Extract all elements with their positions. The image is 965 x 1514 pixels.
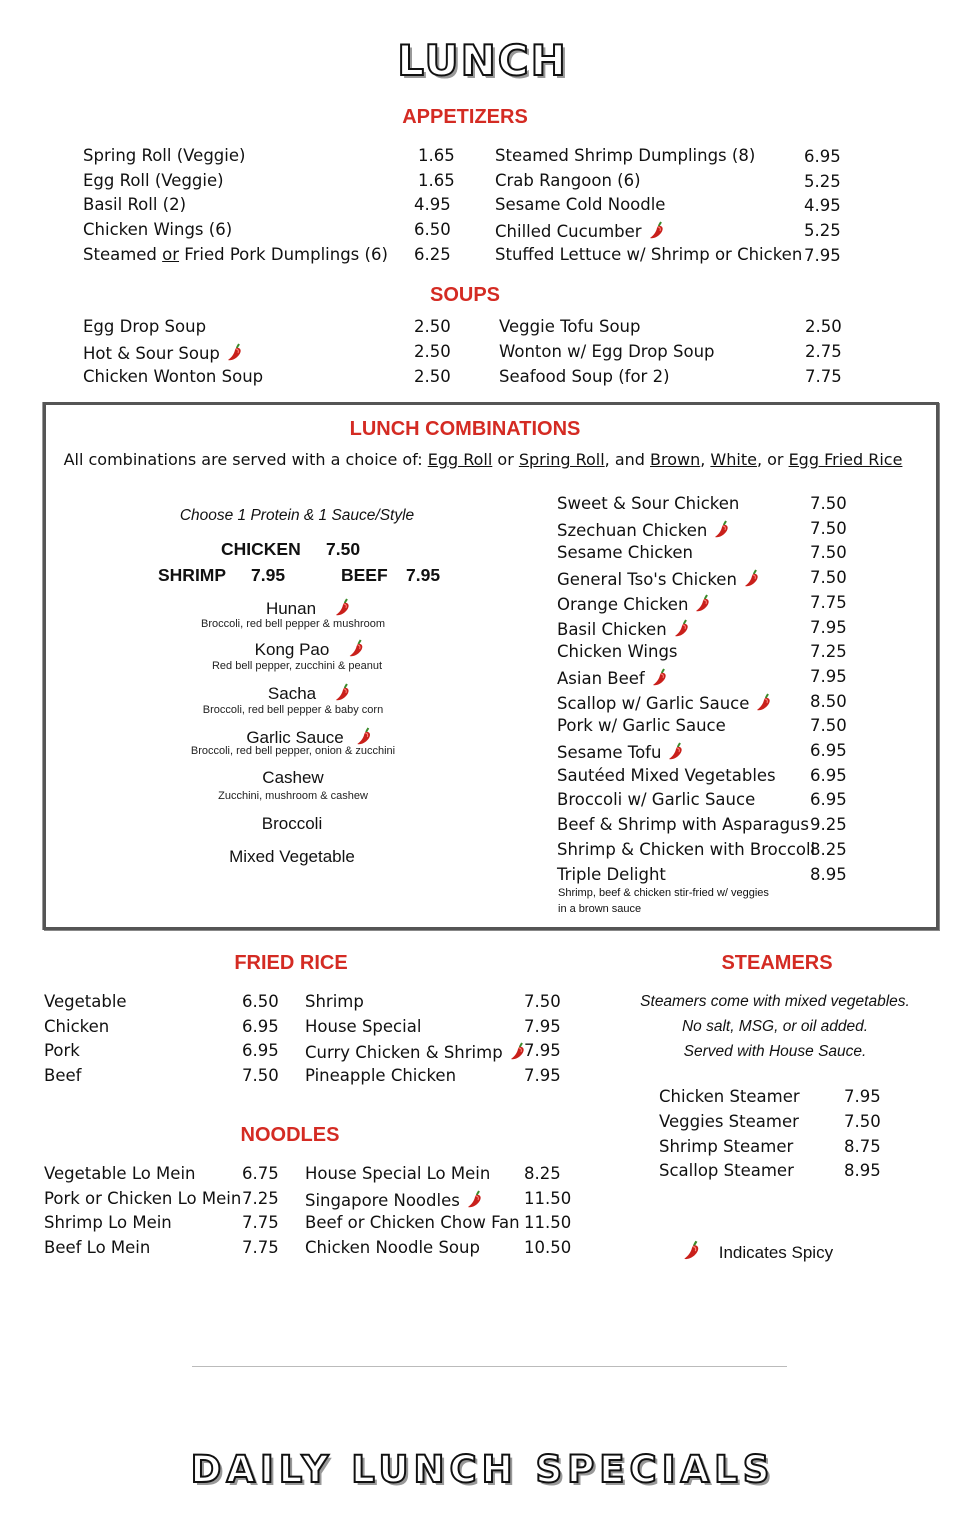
chili-icon [226, 342, 244, 362]
choose-instruction: Choose 1 Protein & 1 Sauce/Style [179, 507, 415, 524]
item-name: Triple Delight [557, 864, 666, 884]
chicken-label: CHICKEN [221, 539, 301, 559]
chili-icon [673, 618, 691, 638]
list-item [557, 840, 815, 860]
item-price: 8.95 [810, 864, 847, 884]
item-price: 7.75 [805, 367, 842, 386]
list-item [305, 1017, 421, 1037]
list-item [659, 1087, 800, 1107]
list-item [557, 692, 773, 714]
item-name: Scallop w/ Garlic Sauce [557, 693, 750, 713]
chili-icon [682, 1239, 702, 1261]
chili-icon [694, 593, 712, 613]
list-item [44, 992, 127, 1012]
item-price: 6.95 [810, 790, 847, 810]
page-title: LUNCH [397, 36, 568, 85]
item-name: Pork [44, 1041, 80, 1061]
item-price: 6.95 [242, 1041, 279, 1061]
item-name: House Special [305, 1016, 422, 1036]
item-price: 1.65 [418, 146, 455, 165]
item-name: Beef or Chicken Chow Fan [305, 1213, 520, 1233]
served-sep: , [700, 450, 711, 469]
item-price: 2.50 [805, 317, 842, 336]
list-item: Wonton w/ Egg Drop Soup [499, 342, 715, 361]
item-name-or: or [162, 245, 180, 264]
chili-icon [667, 741, 685, 761]
list-item [44, 1238, 150, 1258]
style-hunan [266, 597, 352, 619]
style-name: Garlic Sauce [246, 728, 344, 747]
chili-icon [347, 638, 365, 658]
note-line: Served with House Sauce. [683, 1043, 867, 1060]
item-price: 6.50 [242, 992, 279, 1011]
item-name: Shrimp Steamer [659, 1136, 794, 1156]
list-item [305, 992, 364, 1012]
style-mixed-vegetable: Mixed Vegetable [229, 847, 355, 866]
appetizers-heading: APPETIZERS [402, 106, 528, 128]
noodles-heading: NOODLES [240, 1124, 340, 1146]
list-item: Basil Roll (2) [83, 195, 187, 214]
list-item [557, 494, 739, 514]
list-item [557, 716, 726, 736]
list-item [659, 1112, 799, 1132]
item-price: 7.95 [524, 1016, 561, 1036]
item-name: Chilled Cucumber [495, 222, 642, 241]
item-name: Szechuan Chicken [557, 520, 708, 540]
list-item [305, 1189, 484, 1211]
daily-specials-title: DAILY LUNCH SPECIALS [190, 1448, 775, 1491]
item-name: Curry Chicken & Shrimp [305, 1043, 503, 1063]
list-item: Steamed Shrimp Dumplings (8) [495, 146, 756, 165]
item-price: 6.95 [810, 741, 847, 760]
style-kong-pao [255, 638, 366, 660]
list-item [83, 245, 388, 265]
combinations-heading: LUNCH COMBINATIONS [349, 418, 581, 440]
style-desc: Red bell pepper, zucchini & peanut [211, 660, 383, 672]
item-price: 6.95 [810, 765, 847, 785]
item-price: 6.50 [414, 220, 451, 239]
list-item [557, 667, 669, 689]
list-item [83, 342, 244, 364]
style-desc: Broccoli, red bell pepper & baby corn [202, 704, 384, 716]
item-name: Beef & Shrimp with Asparagus [557, 815, 810, 835]
item-price: 5.25 [804, 221, 841, 240]
item-price: 4.95 [414, 195, 451, 214]
item-price: 7.95 [804, 246, 841, 265]
list-item: Chicken Wings (6) [83, 220, 233, 239]
list-item [557, 741, 685, 763]
list-item [557, 790, 755, 810]
item-name: Beef Lo Mein [44, 1238, 151, 1258]
item-price: 7.95 [810, 666, 847, 686]
item-price: 2.50 [414, 342, 451, 361]
chili-icon [713, 519, 731, 539]
served-sep: or [492, 450, 519, 469]
style-sacha [268, 682, 352, 704]
note-line: Steamers come with mixed vegetables. [640, 993, 910, 1010]
item-price: 1.65 [418, 171, 455, 190]
list-item [44, 1189, 241, 1209]
list-item: Egg Drop Soup [83, 317, 207, 336]
chicken-price: 7.50 [326, 539, 361, 559]
item-price: 11.50 [524, 1213, 572, 1233]
list-item: Seafood Soup (for 2) [499, 367, 670, 386]
list-item [305, 1164, 490, 1184]
list-item [557, 618, 691, 640]
soups-heading: SOUPS [429, 284, 501, 306]
shrimp-label: SHRIMP [158, 565, 227, 585]
item-price: 7.50 [524, 992, 561, 1011]
item-price: 7.25 [242, 1188, 279, 1208]
style-desc: Broccoli, red bell pepper, onion & zucchini [190, 745, 396, 757]
item-price: 4.95 [804, 196, 841, 215]
list-item [557, 766, 776, 786]
desc-line: Shrimp, beef & chicken stir-fried w/ veggies [558, 887, 769, 899]
list-item [557, 815, 809, 835]
item-name: Scallop Steamer [659, 1161, 794, 1181]
item-price: 8.75 [844, 1136, 881, 1156]
item-name: Sesame Tofu [557, 743, 662, 762]
item-name: Chicken Steamer [659, 1087, 800, 1106]
shrimp-price: 7.95 [251, 565, 286, 585]
list-item: Veggie Tofu Soup [499, 317, 641, 336]
combinations-served-note [64, 450, 903, 469]
style-desc: Zucchini, mushroom & cashew [218, 790, 368, 802]
spicy-legend [682, 1239, 833, 1263]
option-spring-roll: Spring Roll [518, 450, 605, 469]
item-price: 7.95 [524, 1041, 561, 1061]
item-price: 6.75 [242, 1164, 279, 1183]
item-price: 7.95 [524, 1066, 561, 1086]
item-price: 7.50 [810, 543, 847, 563]
item-price: 6.95 [242, 1016, 279, 1036]
item-price: 11.50 [524, 1188, 572, 1208]
chili-icon [466, 1189, 484, 1209]
list-item: Spring Roll (Veggie) [83, 146, 246, 165]
item-name: Pineapple Chicken [305, 1066, 457, 1086]
item-price: 7.50 [810, 494, 847, 513]
style-desc: Broccoli, red bell pepper & mushroom [200, 618, 386, 630]
item-name: General Tso's Chicken [557, 570, 737, 590]
list-item [557, 543, 693, 563]
item-price: 2.50 [414, 317, 451, 336]
item-price: 9.25 [810, 815, 847, 835]
item-price: 7.50 [242, 1066, 279, 1086]
item-name: Shrimp & Chicken with Broccoli [557, 839, 816, 859]
served-sep: , or [756, 450, 789, 469]
item-price: 7.95 [810, 617, 847, 637]
served-prefix: All combinations are served with a choice of: [63, 450, 428, 469]
item-price: 2.75 [805, 342, 842, 361]
item-price: 7.50 [810, 518, 847, 538]
item-price: 7.75 [242, 1238, 279, 1258]
option-egg-fried-rice: Egg Fried Rice [788, 450, 903, 469]
option-white: White [710, 450, 757, 469]
list-item [659, 1161, 794, 1181]
list-item: Sesame Cold Noodle [495, 195, 666, 214]
fried-rice-heading: FRIED RICE [234, 952, 348, 974]
item-price: 7.50 [810, 716, 847, 736]
list-item [44, 1164, 196, 1184]
list-item: Egg Roll (Veggie) [83, 171, 224, 190]
item-name: Pork w/ Garlic Sauce [557, 716, 726, 736]
item-name-part: Steamed [83, 245, 163, 264]
item-name: Chicken Wings [557, 642, 678, 662]
list-item [659, 1137, 793, 1157]
chili-icon [334, 597, 352, 617]
item-name: Vegetable Lo Mein [44, 1164, 196, 1183]
item-name: Pork or Chicken Lo Mein [44, 1188, 242, 1208]
list-item [305, 1066, 456, 1086]
list-item [305, 1238, 480, 1258]
item-price: 7.50 [810, 568, 847, 588]
chili-icon [651, 667, 669, 687]
item-price: 8.50 [810, 691, 847, 711]
item-name: Shrimp [305, 992, 364, 1011]
item-name: Basil Chicken [557, 619, 667, 639]
item-name: Chicken Noodle Soup [305, 1238, 480, 1258]
list-item [305, 1213, 520, 1233]
item-name: Sweet & Sour Chicken [557, 494, 740, 513]
list-item [44, 1213, 172, 1233]
triple-delight-desc [558, 885, 769, 917]
item-price: 8.95 [844, 1161, 881, 1181]
list-item: Stuffed Lettuce w/ Shrimp or Chicken [495, 245, 803, 264]
list-item [557, 642, 678, 662]
option-brown: Brown [650, 450, 701, 469]
item-name: Shrimp Lo Mein [44, 1213, 172, 1233]
list-item [44, 1066, 81, 1086]
style-name: Kong Pao [254, 640, 330, 659]
option-egg-roll: Egg Roll [427, 450, 493, 469]
chili-icon [648, 220, 666, 240]
legend-text: Indicates Spicy [718, 1243, 834, 1262]
item-name: Sesame Chicken [557, 543, 694, 563]
item-name: Beef [44, 1066, 82, 1086]
list-item [557, 519, 731, 541]
item-name: Hot & Sour Soup [83, 344, 220, 363]
desc-line: in a brown sauce [558, 903, 642, 915]
item-name: Veggies Steamer [659, 1111, 799, 1131]
item-name: Chicken [44, 1016, 110, 1036]
chili-icon [356, 726, 374, 746]
item-price: 10.50 [524, 1238, 572, 1258]
item-price: 8.25 [810, 839, 847, 859]
style-name: Sacha [267, 684, 317, 703]
item-price: 5.25 [804, 172, 841, 191]
item-name: House Special Lo Mein [305, 1164, 491, 1183]
chili-icon [743, 568, 761, 588]
style-name: Hunan [265, 599, 317, 618]
item-name: Broccoli w/ Garlic Sauce [557, 790, 756, 810]
item-name: Sautéed Mixed Vegetables [557, 765, 776, 785]
item-name-part: Fried Pork Dumplings (6) [179, 245, 388, 264]
list-item [557, 593, 712, 615]
beef-label: BEEF [341, 565, 388, 585]
chili-icon [755, 692, 773, 712]
item-price: 6.25 [414, 245, 451, 264]
item-name: Orange Chicken [557, 594, 689, 614]
list-item [305, 1041, 527, 1063]
list-item [557, 865, 666, 885]
item-price: 7.25 [810, 642, 847, 662]
steamers-heading: STEAMERS [721, 952, 833, 974]
item-price: 2.50 [414, 367, 451, 386]
item-price: 7.75 [810, 592, 847, 612]
item-price: 8.25 [524, 1164, 561, 1183]
item-price: 6.95 [804, 147, 841, 166]
item-name: Vegetable [44, 992, 127, 1011]
item-name: Asian Beef [557, 668, 645, 688]
beef-price: 7.95 [406, 565, 441, 585]
list-item: Chicken Wonton Soup [83, 367, 264, 386]
item-price: 7.50 [844, 1111, 881, 1131]
note-line: No salt, MSG, or oil added. [681, 1018, 869, 1035]
style-broccoli: Broccoli [261, 814, 323, 833]
served-sep: , and [604, 450, 651, 469]
list-item [557, 568, 761, 590]
list-item [495, 220, 666, 242]
list-item: Crab Rangoon (6) [495, 171, 641, 190]
steamers-note [640, 989, 910, 1064]
item-price: 7.95 [844, 1087, 881, 1106]
list-item [44, 1041, 80, 1061]
chili-icon [334, 682, 352, 702]
item-name: Singapore Noodles [305, 1190, 460, 1210]
divider [192, 1366, 787, 1367]
item-price: 7.75 [242, 1213, 279, 1233]
style-cashew: Cashew [262, 768, 324, 787]
list-item [44, 1017, 109, 1037]
